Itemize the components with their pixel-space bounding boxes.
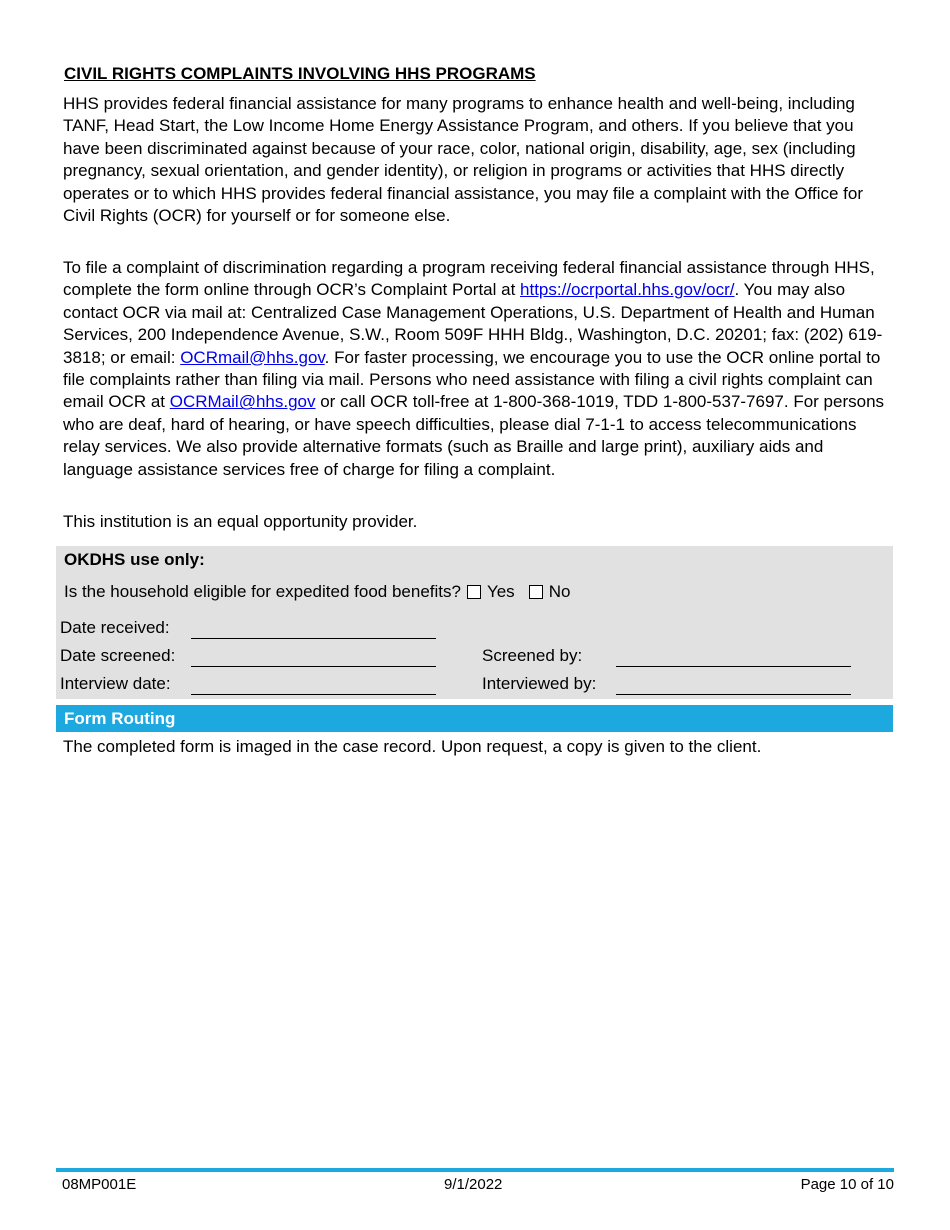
yes-checkbox[interactable] bbox=[467, 585, 481, 599]
screened-by-label: Screened by: bbox=[482, 646, 583, 665]
section-heading: CIVIL RIGHTS COMPLAINTS INVOLVING HHS PROGRAMS bbox=[64, 64, 536, 83]
footer-page-number: Page 10 of 10 bbox=[800, 1176, 894, 1193]
no-checkbox[interactable] bbox=[529, 585, 543, 599]
interview-date-field[interactable] bbox=[191, 694, 436, 695]
interviewed-by-label: Interviewed by: bbox=[482, 674, 597, 693]
instructions-text-4: or call OCR toll-free at 1-800-368-1019, TDD 1-800-537-7697. For persons who are deaf, hard of hearing, or have speech difficulties, please dial 7-1-1 to access telecommunications relay services. We also provide alternative formats (such as Braille and large print), auxiliary aids and language assistance services free of charge for filing a complaint. bbox=[63, 392, 885, 479]
ocr-portal-link[interactable]: https://ocrportal.hhs.gov/ocr/ bbox=[520, 280, 735, 300]
footer-divider bbox=[56, 1168, 894, 1172]
expedited-question-row bbox=[64, 582, 570, 602]
screened-by-field[interactable] bbox=[616, 666, 851, 667]
form-routing-header bbox=[56, 705, 893, 732]
okdhs-title: OKDHS use only: bbox=[64, 550, 205, 569]
no-label: No bbox=[548, 582, 571, 601]
date-received-field[interactable] bbox=[191, 638, 436, 639]
hhs-programs-paragraph: HHS provides federal financial assistance for many programs to enhance health and well-being, including TANF, Head Start, the Low Income Home Energy Assistance Program, and others. If you believe that you have been discriminated against because of your race, color, national origin, disability, age, sex (including pregnancy, sexual orientation, and gender identity), or religion in programs or activities that HHS directly operates or to which HHS provides federal financial assistance, you may file a complaint with the Office for Civil Rights (OCR) for yourself or for someone else. bbox=[63, 94, 864, 226]
form-routing-text: The completed form is imaged in the case record. Upon request, a copy is given to the client. bbox=[63, 737, 762, 756]
interview-date-label: Interview date: bbox=[60, 674, 171, 693]
ocr-email-link-2[interactable]: OCRMail@hhs.gov bbox=[169, 392, 316, 412]
yes-label: Yes bbox=[486, 582, 515, 601]
instructions-text-2: . You may also contact OCR via mail at: Centralized Case Management Operations, U.S. Department of Health and Human Services, 200 Independence Avenue, S.W., Room 509F HHH Bldg., Washington, D.C. 20201; fax: (202) 619-3818; or email: bbox=[63, 280, 883, 367]
footer-form-number: 08MP001E bbox=[62, 1176, 137, 1193]
form-routing-title: Form Routing bbox=[64, 709, 176, 728]
complaint-instructions-paragraph bbox=[63, 257, 893, 481]
expedited-question: Is the household eligible for expedited food benefits? bbox=[64, 582, 461, 601]
instructions-text-3: . For faster processing, we encourage you to use the OCR online portal to file complaints rather than filing via mail. Persons who need assistance with filing a civil rights complaint can email OCR at bbox=[63, 347, 881, 412]
date-screened-field[interactable] bbox=[191, 666, 436, 667]
okdhs-use-only-panel bbox=[56, 546, 893, 699]
date-received-label: Date received: bbox=[60, 618, 170, 637]
instructions-text-1: To file a complaint of discrimination regarding a program receiving federal financial assistance through HHS, complete the form online through OCR’s Complaint Portal at bbox=[63, 258, 875, 300]
footer-date: 9/1/2022 bbox=[444, 1176, 503, 1193]
date-screened-label: Date screened: bbox=[60, 646, 176, 665]
interviewed-by-field[interactable] bbox=[616, 694, 851, 695]
ocr-email-link[interactable]: OCRmail@hhs.gov bbox=[180, 347, 325, 367]
equal-opportunity-statement: This institution is an equal opportunity provider. bbox=[63, 512, 418, 531]
